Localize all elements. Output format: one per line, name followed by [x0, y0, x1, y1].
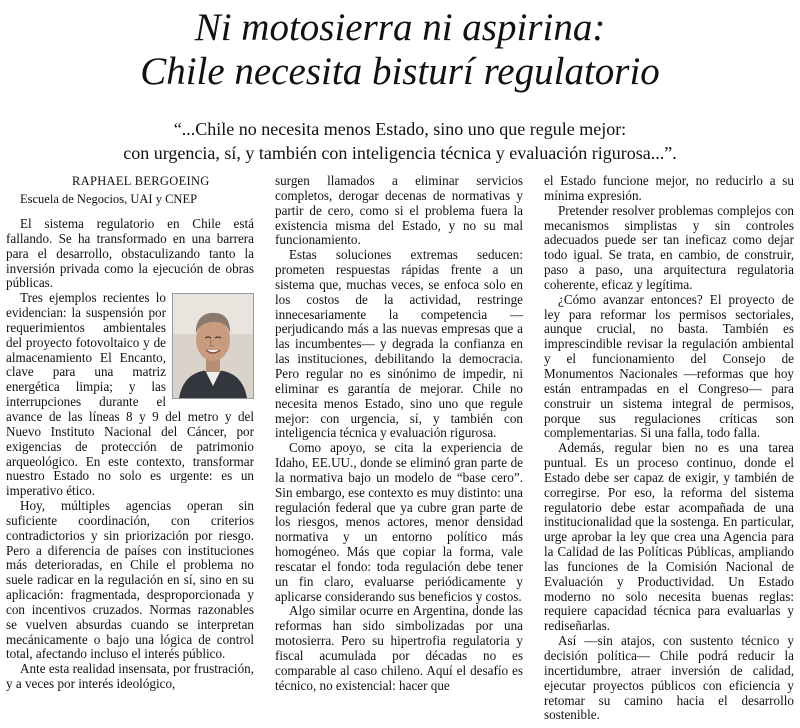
pull-quote-line-1: “...Chile no necesita menos Estado, sino uno que regule mejor: — [173, 119, 627, 139]
author-affiliation: Escuela de Negocios, UAI y CNEP — [20, 192, 198, 206]
headline-line-1: Ni motosierra ni aspirina: — [194, 6, 606, 49]
pull-quote-line-2: con urgencia, sí, y también con inteligencia técnica y evaluación rigurosa...”. — [123, 143, 677, 163]
paragraph: Ante esta realidad insensata, por frustración, y a veces por interés ideológico, — [6, 661, 254, 692]
paragraph: surgen llamados a eliminar servicios completos, derogar decenas de normativas y partir de cero, como si el problema fuera la existencia misma del Estado, y no su mal funcionamiento. — [275, 173, 523, 248]
paragraph: Pretender resolver problemas complejos con mecanismos simplistas y sin controles adecuados puede ser tan ineficaz como dejar todo igual. Se trata, en cambio, de construir, paso a paso, una arquitectura regulatoria coherente, eficaz y legítima. — [544, 202, 794, 292]
pull-quote — [80, 117, 720, 165]
column-3 — [544, 174, 794, 723]
paragraph: ¿Cómo avanzar entonces? El proyecto de ley para reformar los permisos sectoriales, aunque crucial, no basta. También es imprescindible revisar la regulación ambiental y el funcionamiento del Consejo de Monumentos Nacionales —reformas que hoy están entrampadas en el Congreso— para construir un sistema integral de permisos, porque sus regulaciones críticas son complementarias. Si una falla, todo falla. — [544, 291, 794, 441]
paragraph: Como apoyo, se cita la experiencia de Idaho, EE.UU., donde se eliminó gran parte de la normativa bajo un modelo de “base cero”. Sin embargo, ese contexto es muy distinto: una regulación federal que ya cubre gran parte de los riesgos, menos actores, menor densidad normativa y un entorno político más homogéneo. Más que copiar la forma, vale rescatar el fondo: toda regulación debe tener un fin claro, evaluarse periódicamente y aplicarse considerando sus beneficios y costos. — [275, 440, 523, 604]
paragraph: Algo similar ocurre en Argentina, donde las reformas han sido simbolizadas por una motosierra. Pero su hipertrofia regulatoria y fiscal acumulada por décadas no es comparable al caso chileno. Aquí el desafío es técnico, no existencial: hacer que — [275, 603, 523, 693]
paragraph: Tres ejemplos recientes lo evidencian: la suspensión por requerimientos ambientales del proyecto fotovoltaico y de almacenamiento El Encanto, clave para una matriz energética limpia; y las interrupciones durante el avance de las líneas 8 y 9 del metro y del Nuevo Instituto Nacional del Cáncer, por exigencias de protección de patrimonio arqueológico. En este contexto, transformar nuestro Estado no solo es urgente: es un imperativo ético. — [6, 290, 254, 499]
headline-line-2: Chile necesita bisturí regulatorio — [140, 50, 660, 93]
paragraph: Hoy, múltiples agencias operan sin suficiente coordinación, con criterios contradictorios y sin priorización por riesgo. Pero a diferencia de países con instituciones más deterioradas, en Chile el problema no suele radicar en la regulación en sí, sino en su aplicación: fragmentada, desproporcionada y con incentivos cruzados. Normas razonables se vuelven absurdas cuando se interpretan mecánicamente o bajo una lógica de control total, afectando incluso el interés público. — [6, 498, 254, 662]
column-1 — [6, 174, 254, 692]
column-2 — [275, 174, 523, 694]
author-name: RAPHAEL BERGOEING — [72, 174, 210, 188]
headline — [0, 6, 800, 94]
author-portrait-image — [173, 294, 253, 398]
paragraph: Así —sin atajos, con sustento técnico y decisión política— Chile podrá reducir la incertidumbre, atraer inversión de calidad, ejecutar proyectos públicos con eficiencia y retomar su camino hacia el desarrollo sostenible. — [544, 633, 794, 723]
paragraph: El sistema regulatorio en Chile está fallando. Se ha transformado en una barrera para el desarrollo, obstaculizando tanto la inversión privada como la ejecución de obras públicas. — [6, 216, 254, 291]
author-photo — [172, 293, 254, 399]
paragraph: Estas soluciones extremas seducen: prometen respuestas rápidas frente a un sistema que, muchas veces, se enfoca solo en los costos de la actividad, restringe innecesariamente la competencia —perjudicando más a las nuevas empresas que a las incumbentes— y degrada la confianza en las instituciones, debilitando la democracia. Pero regular no es sinónimo de impedir, ni eliminar es garantía de mejorar. Chile no necesita menos Estado, sino uno que regule mejor: con urgencia, sí, y también con inteligencia técnica y evaluación rigurosa. — [275, 247, 523, 441]
paragraph: el Estado funcione mejor, no reducirlo a su mínima expresión. — [544, 173, 794, 203]
paragraph: Además, regular bien no es una tarea puntual. Es un proceso continuo, donde el Estado debe ser capaz de exigir, y también de corregirse. Por eso, la reforma del sistema regulatorio debe estar acompañada de una institucionalidad que la sostenga. En particular, urge aprobar la ley que crea una Agencia para la Calidad de las Políticas Públicas, ampliando las funciones de la Comisión Nacional de Evaluación y Productividad. Un Estado moderno no solo necesita buenas reglas: requiere capacidad técnica para evaluarlas y rediseñarlas. — [544, 440, 794, 634]
